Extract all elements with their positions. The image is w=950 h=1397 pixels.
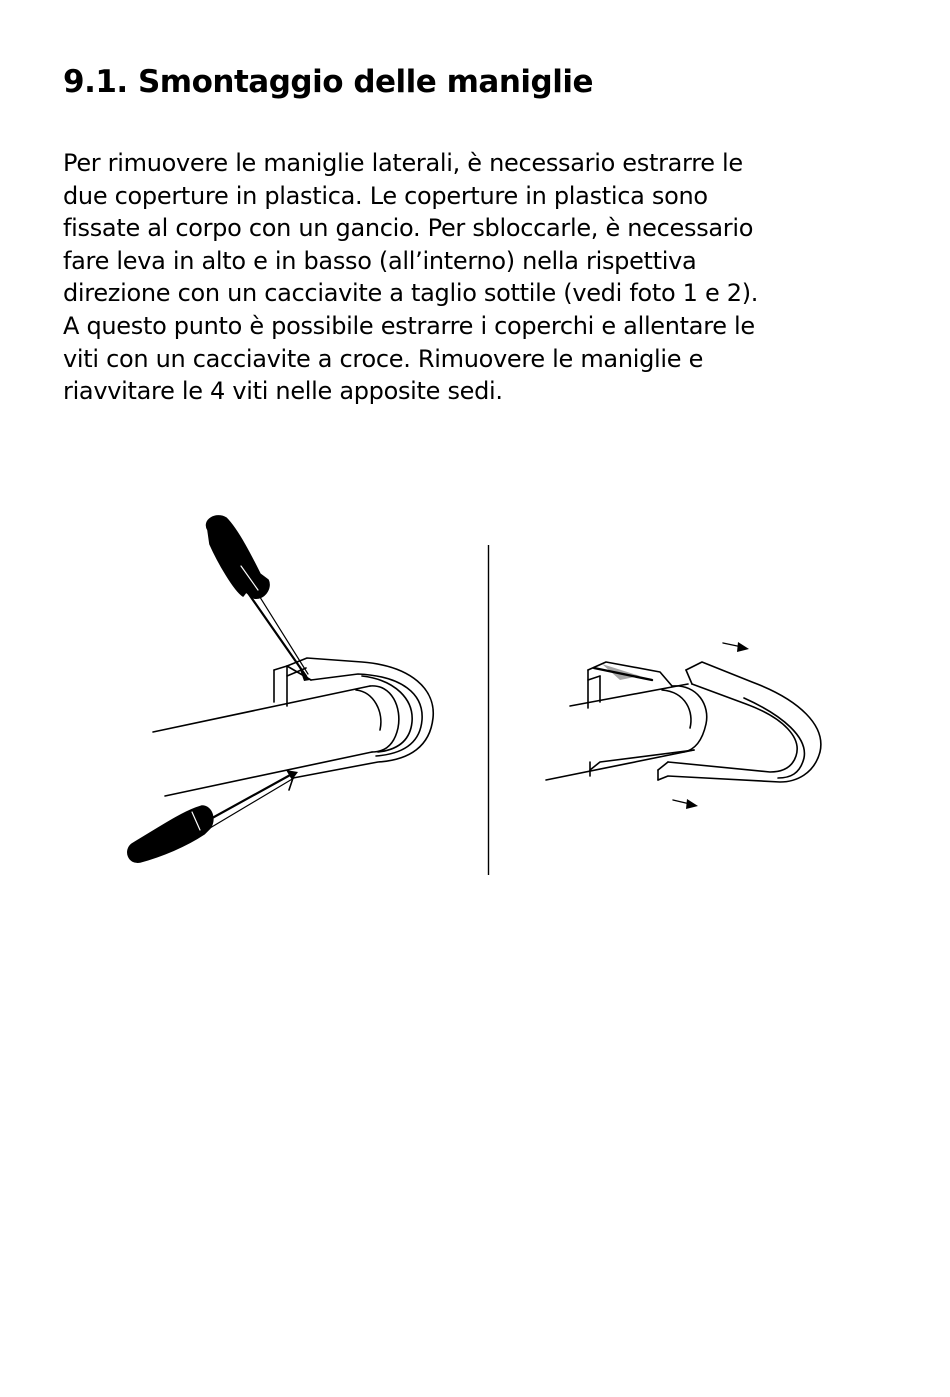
paragraph-line: A questo punto è possibile estrarre i coperchi e allentare le — [63, 311, 755, 340]
paragraph-line: fissate al corpo con un gancio. Per sbloccarle, è necessario — [63, 214, 754, 243]
screwdriver-top — [207, 516, 310, 681]
screwdriver-bottom — [128, 770, 298, 862]
arrow-out-top — [723, 642, 749, 652]
section-heading: 9.1. Smontaggio delle maniglie — [63, 64, 593, 100]
paragraph-line: viti con un cacciavite a croce. Rimuovere le maniglie e — [63, 344, 704, 373]
paragraph-line: Per rimuovere le maniglie laterali, è necessario estrarre le — [63, 149, 743, 177]
plastic-cover-left — [274, 658, 433, 790]
handle-tube-right — [546, 684, 707, 780]
paragraph-line: direzione con un cacciavite a taglio sottile (vedi foto 1 e 2). — [63, 279, 759, 308]
paragraph-line: due coperture in plastica. Le coperture in plastica sono — [63, 181, 708, 210]
left-illustration-panel — [128, 516, 433, 862]
inner-cover-right — [588, 662, 694, 776]
instructions-paragraph — [63, 147, 903, 408]
right-illustration-panel — [546, 642, 821, 809]
handle-tube-left — [153, 686, 399, 796]
removed-cover-right — [658, 662, 821, 782]
arrow-out-bottom — [673, 799, 698, 809]
paragraph-line: riavvitare le 4 viti nelle apposite sedi. — [63, 377, 503, 406]
paragraph-line: fare leva in alto e in basso (all’interno) nella rispettiva — [63, 246, 697, 275]
